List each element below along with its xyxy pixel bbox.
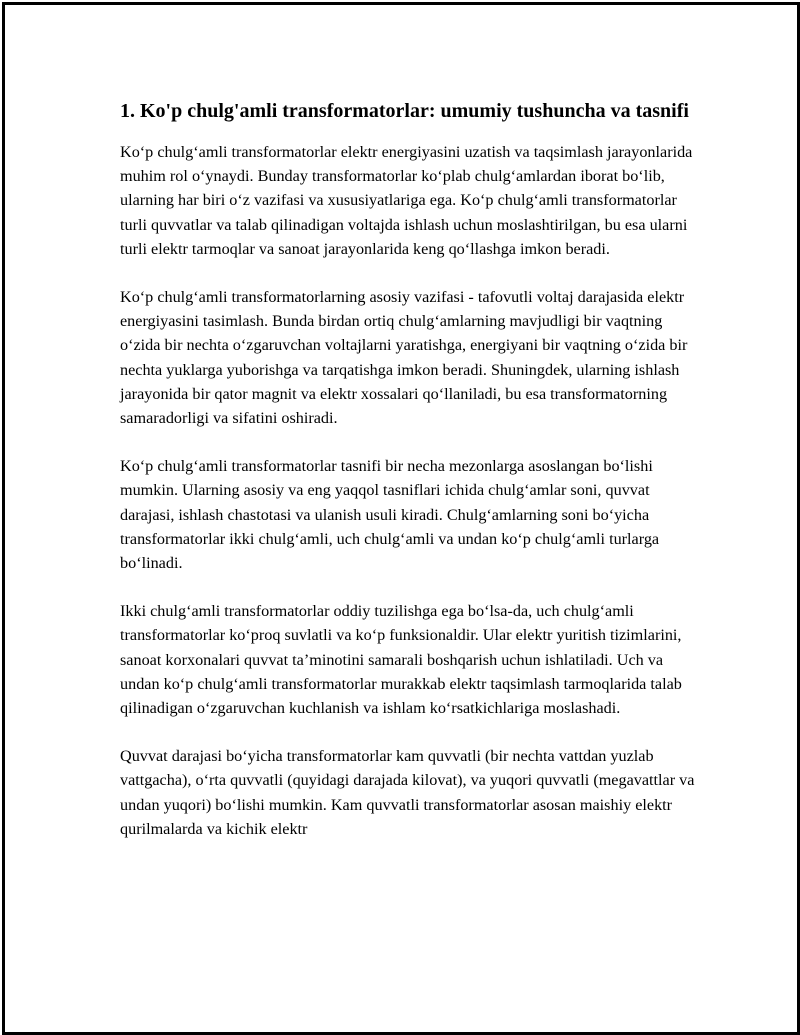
paragraph-3: Ko‘p chulg‘amli transformatorlar tasnifi bir necha mezonlarga asoslangan bo‘lishi mumkin. Ularning asosiy va eng yaqqol tasniflari ichida chulg‘amlar soni, quvvat darajasi, ishlash chastotasi va ulanish usuli kiradi. Chulg‘amlarning soni bo‘yicha transformatorlar ikki chulg‘amli, uch chulg‘amli va undan ko‘p chulg‘amli turlarga bo‘linadi. <box>120 457 660 573</box>
paragraph-4: Ikki chulg‘amli transformatorlar oddiy tuzilishga ega bo‘lsa-da, uch chulg‘amli transformatorlar ko‘proq suvlatli va ko‘p funksionaldir. Ular elektr yuritish tizimlarini, sanoat korxonalari quvvat ta’minotini samarali boshqarish uchun ishlatiladi. Uch va undan ko‘p chulg‘amli transformatorlar murakkab elektr taqsimlash tarmoqlarida talab qilinadigan o‘zgaruvchan kuchlanish va ishlam ko‘rsatkichlariga moslashadi. <box>120 602 682 718</box>
document-body <box>120 97 700 865</box>
document-page <box>2 2 800 1035</box>
paragraph-1: Ko‘p chulg‘amli transformatorlar elektr energiyasini uzatish va taqsimlash jarayonlarida muhim rol o‘ynaydi. Bunday transformatorlar ko‘plab chulg‘amlardan iborat bo‘lib, ularning har biri o‘z vazifasi va xususiyatlariga ega. Ko‘p chulg‘amli transformatorlar turli quvvatlar va talab qilinadigan voltajda ishlash uchun moslashtirilgan, bu esa ularni turli elektr tarmoqlar va sanoat jarayonlarida keng qo‘llashga imkon beradi. <box>120 143 693 258</box>
paragraph-5: Quvvat darajasi bo‘yicha transformatorlar kam quvvatli (bir nechta vattdan yuzlab vattgacha), o‘rta quvvatli (quyidagi darajada kilovat), va yuqori quvvatli (megavattlar va undan yuqori) bo‘lishi mumkin. Kam quvvatli transformatorlar asosan maishiy elektr qurilmalarda va kichik elektr <box>120 747 695 838</box>
document-title: 1. Ko'p chulg'amli transformatorlar: umumiy tushuncha va tasnifi <box>120 100 689 122</box>
paragraph-2: Ko‘p chulg‘amli transformatorlarning asosiy vazifasi - tafovutli voltaj darajasida elektr energiyasini tasimlash. Bunda birdan ortiq chulg‘amlarning mavjudligi bir vaqtning o‘zida bir nechta o‘zgaruvchan voltajlarni yaratishga, energiyani bir vaqtning o‘zida bir nechta yuklarga yuborishga va tarqatishga imkon beradi. Shuningdek, ularning ishlash jarayonida bir qator magnit va elektr xossalari qo‘llaniladi, bu esa transformatorning samaradorligi va sifatini oshiradi. <box>120 288 688 428</box>
